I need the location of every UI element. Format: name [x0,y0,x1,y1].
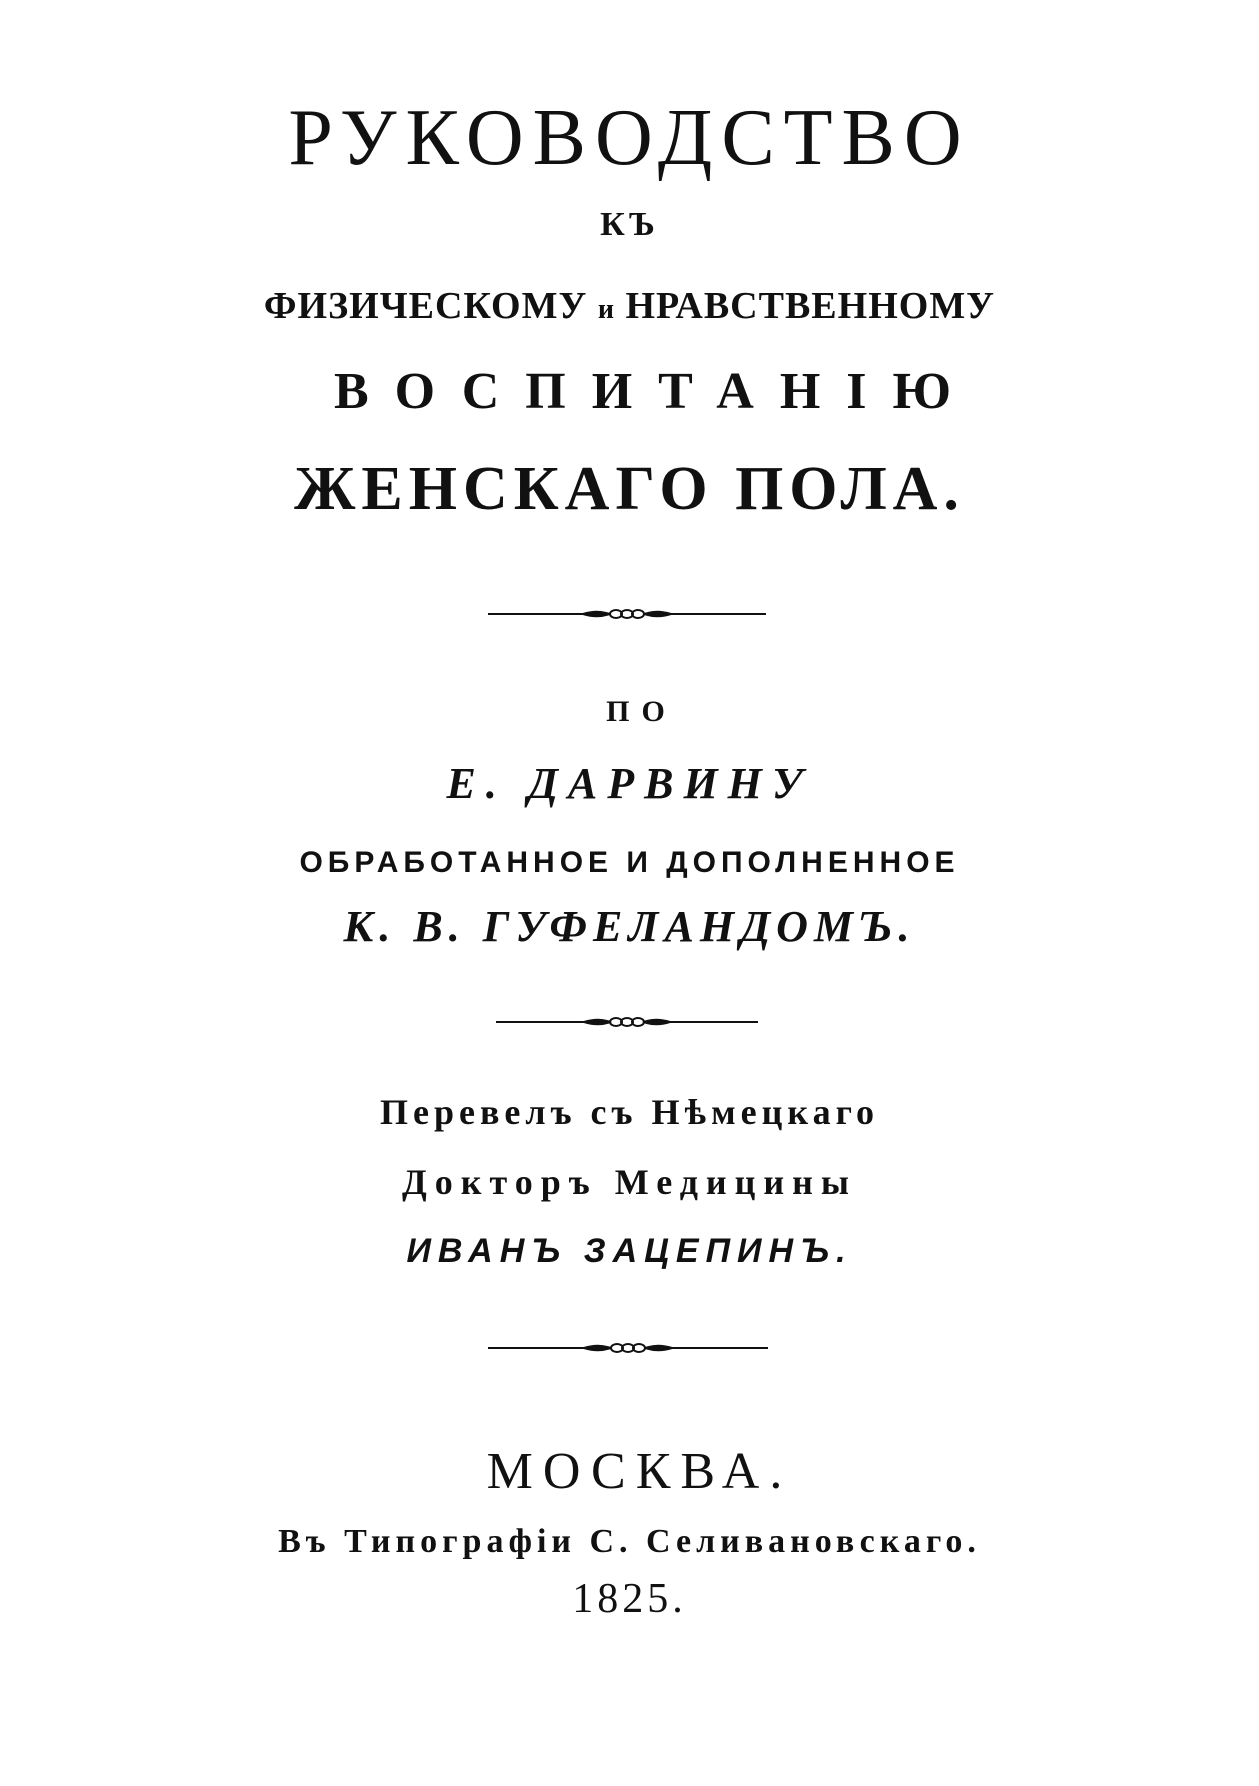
translator-name: ИВАНЪ ЗАЦЕПИНЪ. [406,1232,853,1270]
editor-name: К. В. ГУФЕЛАНДОМЪ. [343,902,916,951]
title-subject-moral: НРАВСТВЕННОМУ [625,285,996,327]
edited-note: ОБРАБОТАННОЕ И ДОПОЛНЕННОЕ [299,846,960,879]
imprint-year: 1825. [572,1576,687,1622]
book-title: РУКОВОДСТВО [288,94,971,182]
title-subject-line [0,287,1259,325]
divider-ornament-2 [496,1012,758,1032]
author-preposition: ПО [606,695,677,728]
title-subject-physical: ФИЗИЧЕСКОМУ [263,285,588,327]
title-education: ВОСПИТАНІЮ [333,363,978,420]
imprint-city: МОСКВА. [486,1443,793,1500]
translated-note: Перевелъ съ Нѣмецкаго [379,1092,880,1132]
divider-ornament-1 [488,604,766,624]
author-name: Е. ДАРВИНУ [446,759,813,808]
title-subject-conjunction: и [597,294,615,325]
title-female-sex: ЖЕНСКАГО ПОЛА. [294,455,965,523]
title-preposition: КЪ [600,206,659,243]
translator-title: Докторъ Медицины [401,1162,858,1202]
imprint-press: Въ Типографіи С. Селивановскаго. [278,1523,981,1560]
divider-ornament-3 [488,1338,768,1358]
